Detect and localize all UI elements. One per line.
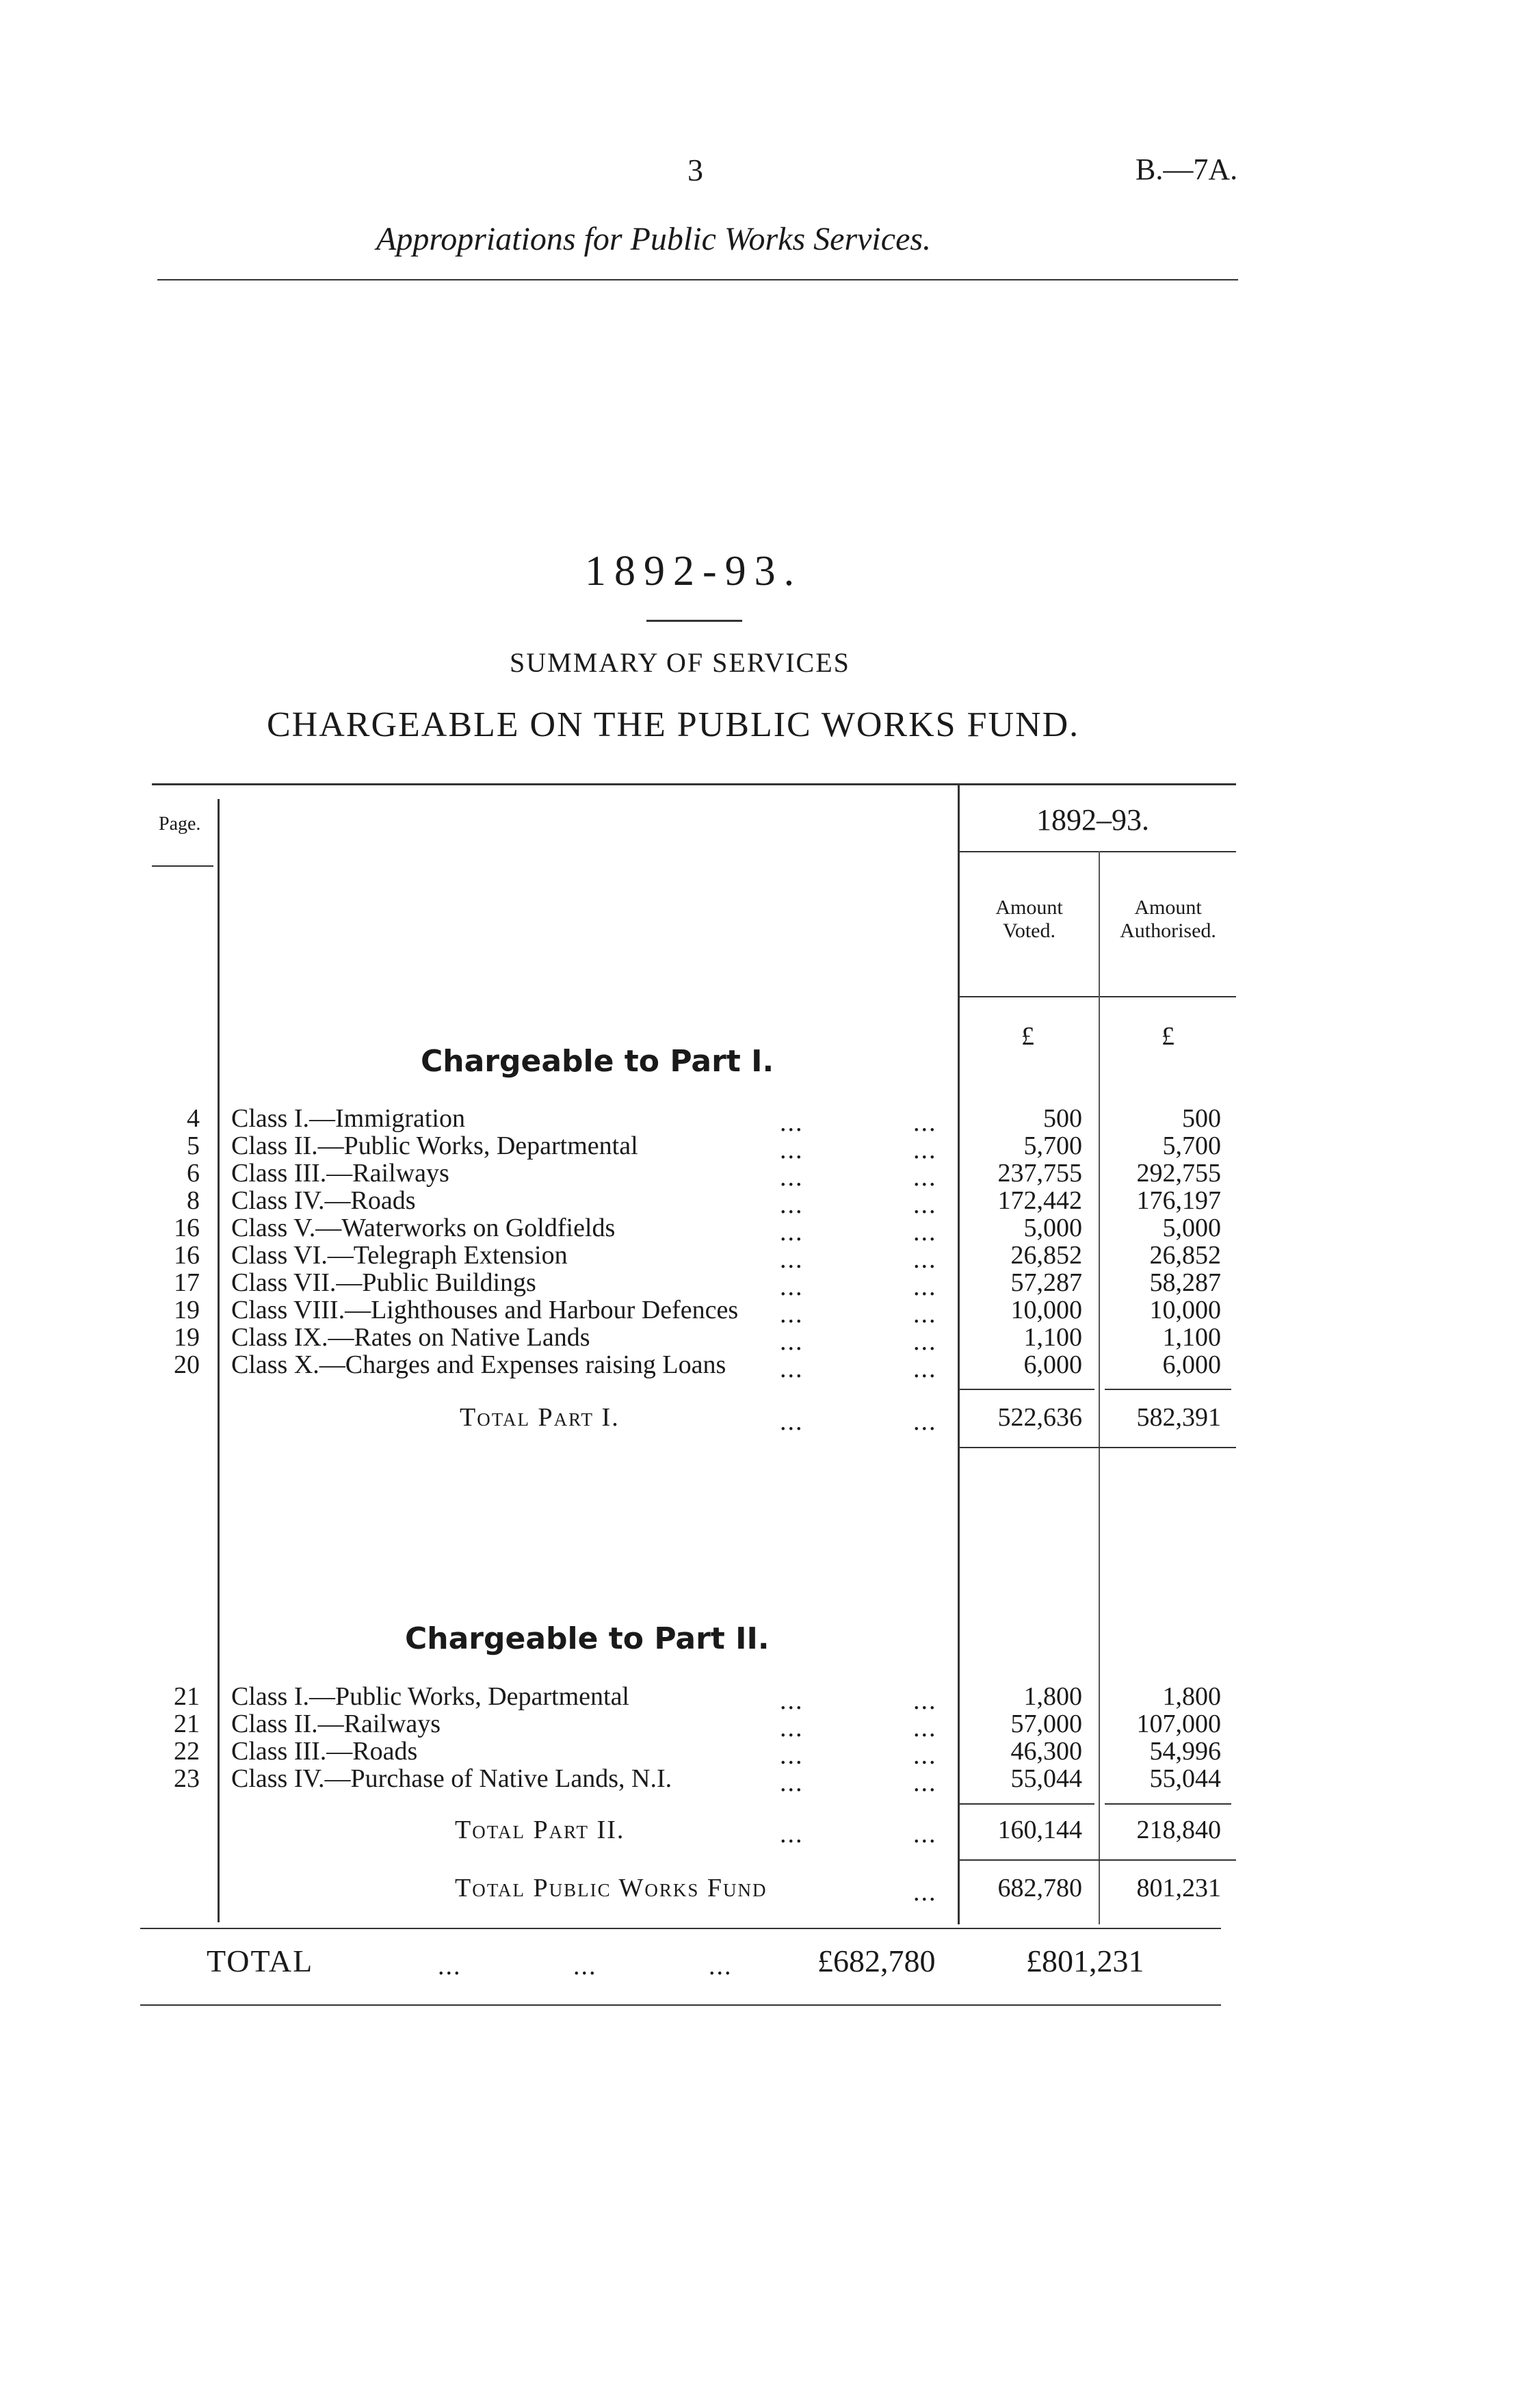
- row-page-number: 4: [187, 1104, 200, 1133]
- row-leader-dots: ...: [913, 1686, 937, 1715]
- row-class-label: Class II.—Public Works, Departmental: [231, 1131, 638, 1160]
- row-leader-dots: ...: [780, 1768, 804, 1797]
- row-leader-dots: ...: [913, 1741, 937, 1770]
- row-class-label: Class IX.—Rates on Native Lands: [231, 1323, 590, 1352]
- page-number: 3: [687, 153, 703, 187]
- row-page-number: 17: [174, 1268, 200, 1297]
- row-page-number: 19: [174, 1296, 200, 1324]
- part2-total-dots-a: ...: [780, 1820, 804, 1848]
- grand-total-dots-a: ...: [438, 1952, 462, 1980]
- row-page-number: 22: [174, 1737, 200, 1766]
- row-amount-authorised: 500: [1182, 1104, 1221, 1133]
- row-class-label: Class I.—Immigration: [231, 1104, 465, 1133]
- part1-total-voted: 522,636: [997, 1403, 1082, 1432]
- row-amount-authorised: 55,044: [1149, 1764, 1221, 1793]
- part1-heading: Chargeable to Part I.: [421, 1044, 774, 1079]
- grand-total-bottom-rule: [140, 2004, 1221, 2006]
- row-leader-dots: ...: [780, 1714, 804, 1742]
- main-title: CHARGEABLE ON THE PUBLIC WORKS FUND.: [267, 705, 1080, 744]
- row-leader-dots: ...: [780, 1272, 804, 1301]
- row-class-label: Class X.—Charges and Expenses raising Loans: [231, 1350, 726, 1379]
- row-leader-dots: ...: [913, 1300, 937, 1329]
- row-leader-dots: ...: [780, 1300, 804, 1329]
- year-underline: [646, 620, 742, 622]
- row-amount-voted: 10,000: [1010, 1296, 1082, 1324]
- amount-voted-header: Amount Voted.: [995, 896, 1063, 942]
- row-leader-dots: ...: [780, 1327, 804, 1356]
- currency-authorised: £: [1162, 1022, 1175, 1051]
- part2-subtotal-rule-authorised: [1105, 1803, 1231, 1805]
- row-class-label: Class III.—Roads: [231, 1737, 418, 1766]
- page-header-rule: [152, 865, 213, 867]
- part2-total-rule: [958, 1859, 1236, 1861]
- grand-total-label: TOTAL: [207, 1944, 314, 1978]
- row-amount-voted: 57,287: [1010, 1268, 1082, 1297]
- row-page-number: 16: [174, 1241, 200, 1270]
- row-class-label: Class IV.—Purchase of Native Lands, N.I.: [231, 1764, 672, 1793]
- amount-authorised-header: Amount Authorised.: [1120, 896, 1216, 942]
- row-leader-dots: ...: [913, 1327, 937, 1356]
- part2-total-voted: 160,144: [997, 1816, 1082, 1844]
- grand-total-authorised: £801,231: [1026, 1944, 1144, 1978]
- row-amount-authorised: 1,800: [1162, 1682, 1221, 1711]
- fund-total-authorised: 801,231: [1136, 1874, 1221, 1902]
- fund-total-voted: 682,780: [997, 1874, 1082, 1902]
- row-amount-authorised: 10,000: [1149, 1296, 1221, 1324]
- running-title: Appropriations for Public Works Services.: [376, 221, 932, 257]
- row-leader-dots: ...: [913, 1136, 937, 1164]
- grand-total-top-rule: [140, 1928, 1221, 1929]
- row-leader-dots: ...: [913, 1354, 937, 1383]
- row-page-number: 6: [187, 1159, 200, 1188]
- row-amount-voted: 55,044: [1010, 1764, 1082, 1793]
- row-leader-dots: ...: [913, 1714, 937, 1742]
- header-rule: [157, 279, 1238, 280]
- row-leader-dots: ...: [913, 1768, 937, 1797]
- row-amount-authorised: 54,996: [1149, 1737, 1221, 1766]
- row-amount-voted: 1,100: [1023, 1323, 1082, 1352]
- page-column-divider: [218, 799, 220, 1922]
- part1-total-dots-b: ...: [913, 1407, 937, 1436]
- row-amount-voted: 172,442: [997, 1186, 1082, 1215]
- row-page-number: 20: [174, 1350, 200, 1379]
- row-leader-dots: ...: [913, 1245, 937, 1274]
- row-leader-dots: ...: [780, 1136, 804, 1164]
- row-leader-dots: ...: [913, 1190, 937, 1219]
- row-amount-voted: 1,800: [1023, 1682, 1082, 1711]
- row-class-label: Class I.—Public Works, Departmental: [231, 1682, 629, 1711]
- part1-total-authorised: 582,391: [1136, 1403, 1221, 1432]
- row-page-number: 16: [174, 1214, 200, 1242]
- row-leader-dots: ...: [780, 1218, 804, 1246]
- row-leader-dots: ...: [913, 1163, 937, 1192]
- part2-subtotal-rule-voted: [958, 1803, 1094, 1805]
- grand-total-voted: £682,780: [817, 1944, 936, 1978]
- row-class-label: Class VII.—Public Buildings: [231, 1268, 536, 1297]
- fund-total-label: Total Public Works Fund: [455, 1874, 768, 1902]
- row-class-label: Class IV.—Roads: [231, 1186, 416, 1215]
- fund-total-dots: ...: [913, 1878, 937, 1907]
- row-amount-authorised: 292,755: [1136, 1159, 1221, 1188]
- row-class-label: Class VIII.—Lighthouses and Harbour Defences: [231, 1296, 739, 1324]
- part1-total-rule: [958, 1447, 1236, 1448]
- part1-total-dots-a: ...: [780, 1407, 804, 1436]
- row-leader-dots: ...: [913, 1108, 937, 1137]
- row-leader-dots: ...: [780, 1741, 804, 1770]
- row-amount-voted: 57,000: [1010, 1710, 1082, 1738]
- row-leader-dots: ...: [780, 1686, 804, 1715]
- row-leader-dots: ...: [780, 1108, 804, 1137]
- row-amount-voted: 5,700: [1023, 1131, 1082, 1160]
- row-page-number: 21: [174, 1682, 200, 1711]
- row-amount-voted: 5,000: [1023, 1214, 1082, 1242]
- row-page-number: 23: [174, 1764, 200, 1793]
- row-leader-dots: ...: [913, 1272, 937, 1301]
- row-amount-authorised: 26,852: [1149, 1241, 1221, 1270]
- row-class-label: Class V.—Waterworks on Goldfields: [231, 1214, 616, 1242]
- row-leader-dots: ...: [780, 1354, 804, 1383]
- row-amount-voted: 6,000: [1023, 1350, 1082, 1379]
- row-amount-voted: 237,755: [997, 1159, 1082, 1188]
- part2-heading: Chargeable to Part II.: [405, 1621, 770, 1656]
- row-amount-authorised: 5,000: [1162, 1214, 1221, 1242]
- row-class-label: Class VI.—Telegraph Extension: [231, 1241, 568, 1270]
- row-amount-voted: 500: [1043, 1104, 1082, 1133]
- row-amount-voted: 26,852: [1010, 1241, 1082, 1270]
- document-code: B.—7A.: [1136, 153, 1238, 186]
- row-amount-voted: 46,300: [1010, 1737, 1082, 1766]
- row-leader-dots: ...: [780, 1245, 804, 1274]
- part1-total-label: Total Part I.: [460, 1403, 620, 1432]
- row-amount-authorised: 5,700: [1162, 1131, 1221, 1160]
- year-column-header: 1892–93.: [1036, 803, 1149, 837]
- grand-total-dots-b: ...: [573, 1952, 597, 1980]
- row-amount-authorised: 6,000: [1162, 1350, 1221, 1379]
- row-leader-dots: ...: [780, 1190, 804, 1219]
- row-class-label: Class III.—Railways: [231, 1159, 449, 1188]
- row-leader-dots: ...: [913, 1218, 937, 1246]
- row-leader-dots: ...: [780, 1163, 804, 1192]
- currency-voted: £: [1021, 1022, 1034, 1051]
- page-column-header: Page.: [159, 813, 201, 835]
- part2-total-dots-b: ...: [913, 1820, 937, 1848]
- row-class-label: Class II.—Railways: [231, 1710, 441, 1738]
- row-page-number: 5: [187, 1131, 200, 1160]
- currency-rule: [958, 996, 1236, 997]
- grand-total-dots-c: ...: [709, 1952, 733, 1980]
- part1-subtotal-rule-voted: [958, 1389, 1094, 1390]
- part2-total-authorised: 218,840: [1136, 1816, 1221, 1844]
- row-amount-authorised: 176,197: [1136, 1186, 1221, 1215]
- row-amount-authorised: 107,000: [1136, 1710, 1221, 1738]
- year-title: 1892-93.: [585, 548, 803, 594]
- part1-subtotal-rule-authorised: [1105, 1389, 1231, 1390]
- row-page-number: 21: [174, 1710, 200, 1738]
- row-page-number: 19: [174, 1323, 200, 1352]
- row-amount-authorised: 1,100: [1162, 1323, 1221, 1352]
- row-page-number: 8: [187, 1186, 200, 1215]
- summary-subtitle: SUMMARY OF SERVICES: [510, 647, 850, 678]
- part2-total-label: Total Part II.: [455, 1816, 625, 1844]
- row-amount-authorised: 58,287: [1149, 1268, 1221, 1297]
- year-header-rule: [958, 851, 1236, 852]
- table-top-rule: [152, 783, 1236, 785]
